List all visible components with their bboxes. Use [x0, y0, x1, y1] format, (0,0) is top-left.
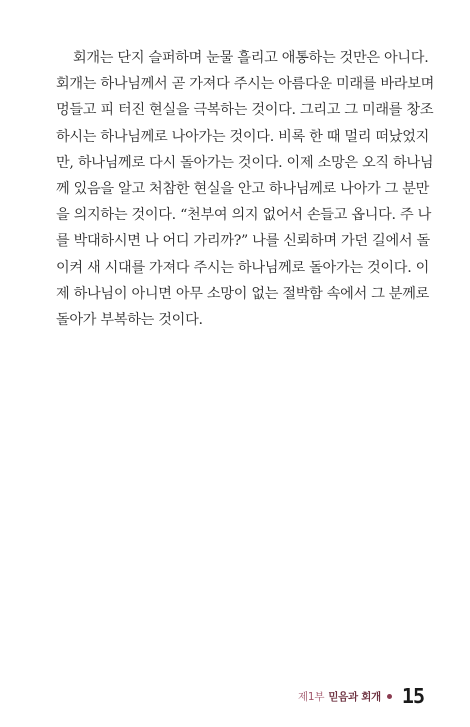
chapter-title: 믿음과 회개 — [328, 690, 381, 703]
text-line: 회개는 단지 슬퍼하며 눈물 흘리고 애통하는 것만은 아니다. — [73, 50, 429, 66]
bullet-icon — [387, 694, 392, 699]
text-line: 을 의지하는 것이다. “천부여 의지 없어서 손들고 옵니다. 주 나 — [56, 207, 431, 224]
text-line: 회개는 하나님께서 곧 가져다 주시는 아름다운 미래를 바라보며 — [56, 76, 435, 93]
page-footer — [298, 684, 424, 708]
text-line: 만, 하나님께로 다시 돌아가는 것이다. 이제 소망은 오직 하나님 — [56, 154, 434, 171]
text-line: 돌아가 부복하는 것이다. — [56, 311, 203, 328]
text-line: 를 박대하시면 나 어디 가리까?” 나를 신뢰하며 가던 길에서 돌 — [56, 233, 430, 250]
text-line: 멍들고 피 터진 현실을 극복하는 것이다. 그리고 그 미래를 창조 — [56, 102, 434, 119]
body-text — [56, 45, 435, 333]
text-line: 이켜 새 시대를 가져다 주시는 하나님께로 돌아가는 것이다. 이 — [56, 259, 430, 276]
text-line: 하시는 하나님께로 나아가는 것이다. 비록 한 때 멀리 떠났었지 — [56, 128, 430, 145]
text-line: 께 있음을 알고 처참한 현실을 안고 하나님께로 나아가 그 분만 — [56, 180, 430, 197]
page-number: 15 — [401, 684, 424, 708]
part-label: 제1부 — [297, 690, 325, 703]
text-line: 제 하나님이 아니면 아무 소망이 없는 절박함 속에서 그 분께로 — [56, 285, 430, 302]
